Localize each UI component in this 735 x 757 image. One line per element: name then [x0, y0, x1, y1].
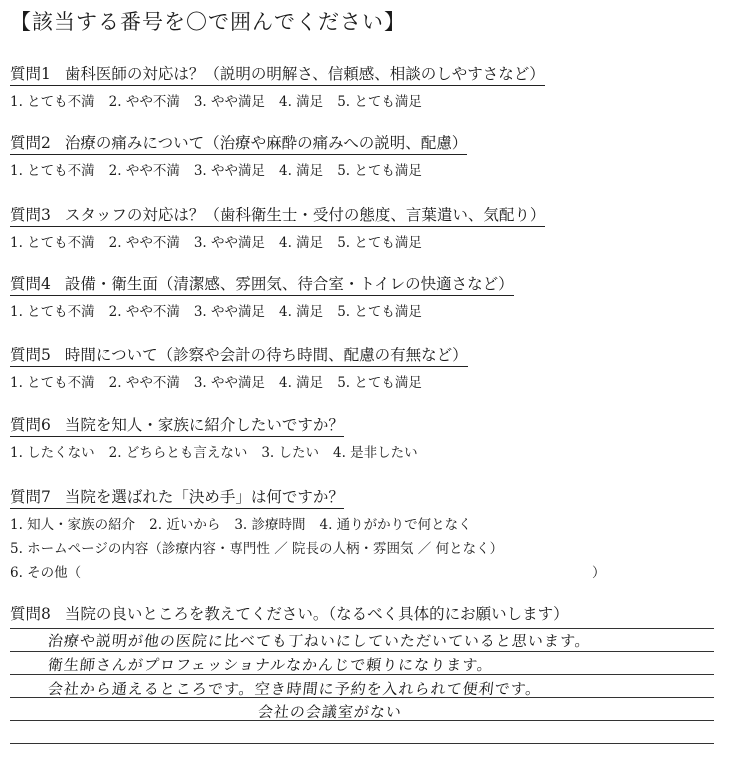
question-number: 質問5: [10, 346, 51, 364]
option-3[interactable]: 3. やや満足: [193, 163, 266, 179]
answer-line-rule: [10, 651, 714, 652]
option-4[interactable]: 4. 満足: [279, 375, 324, 391]
question-3-options: [10, 231, 436, 251]
question-text: 設備・衛生面（清潔感、雰囲気、待合室・トイレの快適さなど）: [64, 275, 514, 293]
option-3[interactable]: 3. やや満足: [193, 375, 266, 391]
option-2[interactable]: 2. やや不満: [108, 235, 180, 251]
option-4[interactable]: 4. 満足: [279, 94, 324, 110]
handwritten-answer-line-4: 会社の会議室がない: [257, 703, 403, 721]
option-4[interactable]: 4. 是非したい: [333, 445, 418, 461]
option-6-close: ）: [592, 565, 606, 581]
question-3-title: [10, 203, 545, 227]
option-2[interactable]: 2. やや不満: [108, 163, 180, 179]
option-2[interactable]: 2. どちらとも言えない: [108, 445, 248, 461]
question-5-options: [10, 371, 436, 391]
question-number: 質問4: [10, 275, 51, 293]
option-2-selected[interactable]: 2. 近いから: [149, 517, 221, 533]
question-5-title: [10, 343, 468, 367]
option-6-label: 6. その他（: [10, 565, 82, 581]
question-number: 質問7: [10, 488, 51, 506]
question-2-title: [10, 131, 467, 155]
option-2[interactable]: 2. やや不満: [108, 375, 180, 391]
option-1[interactable]: 1. とても不満: [10, 94, 95, 110]
option-3[interactable]: 3. やや満足: [193, 235, 266, 251]
question-4-title: [10, 272, 514, 296]
option-1[interactable]: 1. とても不満: [10, 304, 95, 320]
question-number: 質問8: [10, 605, 51, 623]
question-number: 質問3: [10, 206, 51, 224]
option-3[interactable]: 3. やや満足: [193, 304, 266, 320]
answer-line-rule: [10, 743, 714, 744]
option-3[interactable]: 3. やや満足: [193, 94, 266, 110]
question-number: 質問2: [10, 134, 51, 152]
option-5-selected[interactable]: 5. とても満足: [337, 375, 422, 391]
option-4[interactable]: 4. 満足: [279, 163, 324, 179]
question-4-options: [10, 300, 436, 320]
question-7-options: [10, 513, 486, 533]
handwritten-answer-line-3: 会社から通えるところです。空き時間に予約を入れられて便利です。: [47, 680, 543, 698]
question-number: 質問1: [10, 65, 51, 83]
option-2[interactable]: 2. やや不満: [108, 304, 180, 320]
question-8-title: [10, 602, 569, 625]
option-5-selected[interactable]: 5. とても満足: [337, 94, 422, 110]
option-5-selected[interactable]: 5. とても満足: [337, 163, 422, 179]
option-1[interactable]: 1. とても不満: [10, 235, 95, 251]
option-4[interactable]: 4. 満足: [279, 304, 324, 320]
question-text: 時間について（診察や会計の待ち時間、配慮の有無など）: [64, 346, 468, 364]
question-number: 質問6: [10, 416, 51, 434]
option-6[interactable]: [10, 561, 610, 581]
answer-line-rule: [10, 628, 714, 629]
handwritten-answer-line-2: 衛生師さんがプロフェッショナルなかんじで頼りになります。: [47, 656, 494, 674]
question-6-options: [10, 441, 432, 461]
option-3[interactable]: 3. 診療時間: [234, 517, 306, 533]
option-2[interactable]: 2. やや不満: [108, 94, 180, 110]
page-heading: 【該当する番号を〇で囲んでください】: [10, 10, 406, 34]
question-text: 当院の良いところを教えてください。（なるべく具体的にお願いします）: [64, 605, 569, 623]
option-3-selected[interactable]: 3. したい: [261, 445, 320, 461]
option-4[interactable]: 4. 満足: [279, 235, 324, 251]
question-1-options: [10, 90, 436, 110]
question-text: 歯科医師の対応は？（説明の明解さ、信頼感、相談のしやすさなど）: [64, 65, 545, 83]
option-5-selected[interactable]: 5. とても満足: [337, 304, 422, 320]
option-4[interactable]: 4. 通りがかりで何となく: [319, 517, 472, 533]
question-7-title: [10, 485, 344, 509]
question-text: 当院を知人・家族に紹介したいですか？: [64, 416, 344, 434]
option-1[interactable]: 1. とても不満: [10, 375, 95, 391]
option-5-selected[interactable]: 5. とても満足: [337, 235, 422, 251]
question-text: スタッフの対応は？（歯科衛生士・受付の態度、言葉遣い、気配り）: [64, 206, 546, 224]
option-1[interactable]: 1. とても不満: [10, 163, 95, 179]
question-text: 当院を選ばれた「決め手」は何ですか？: [64, 488, 344, 506]
question-6-title: [10, 413, 344, 437]
handwritten-answer-line-1: 治療や説明が他の医院に比べても丁ねいにしていただいていると思います。: [47, 632, 592, 650]
option-5[interactable]: 5. ホームページの内容（診療内容・専門性 ／ 院長の人柄・雰囲気 ／ 何となく）: [10, 541, 504, 557]
question-2-options: [10, 159, 436, 179]
option-1[interactable]: 1. したくない: [10, 445, 95, 461]
option-1[interactable]: 1. 知人・家族の紹介: [10, 517, 136, 533]
question-text: 治療の痛みについて（治療や麻酔の痛みへの説明、配慮）: [64, 134, 468, 152]
question-1-title: [10, 62, 545, 86]
